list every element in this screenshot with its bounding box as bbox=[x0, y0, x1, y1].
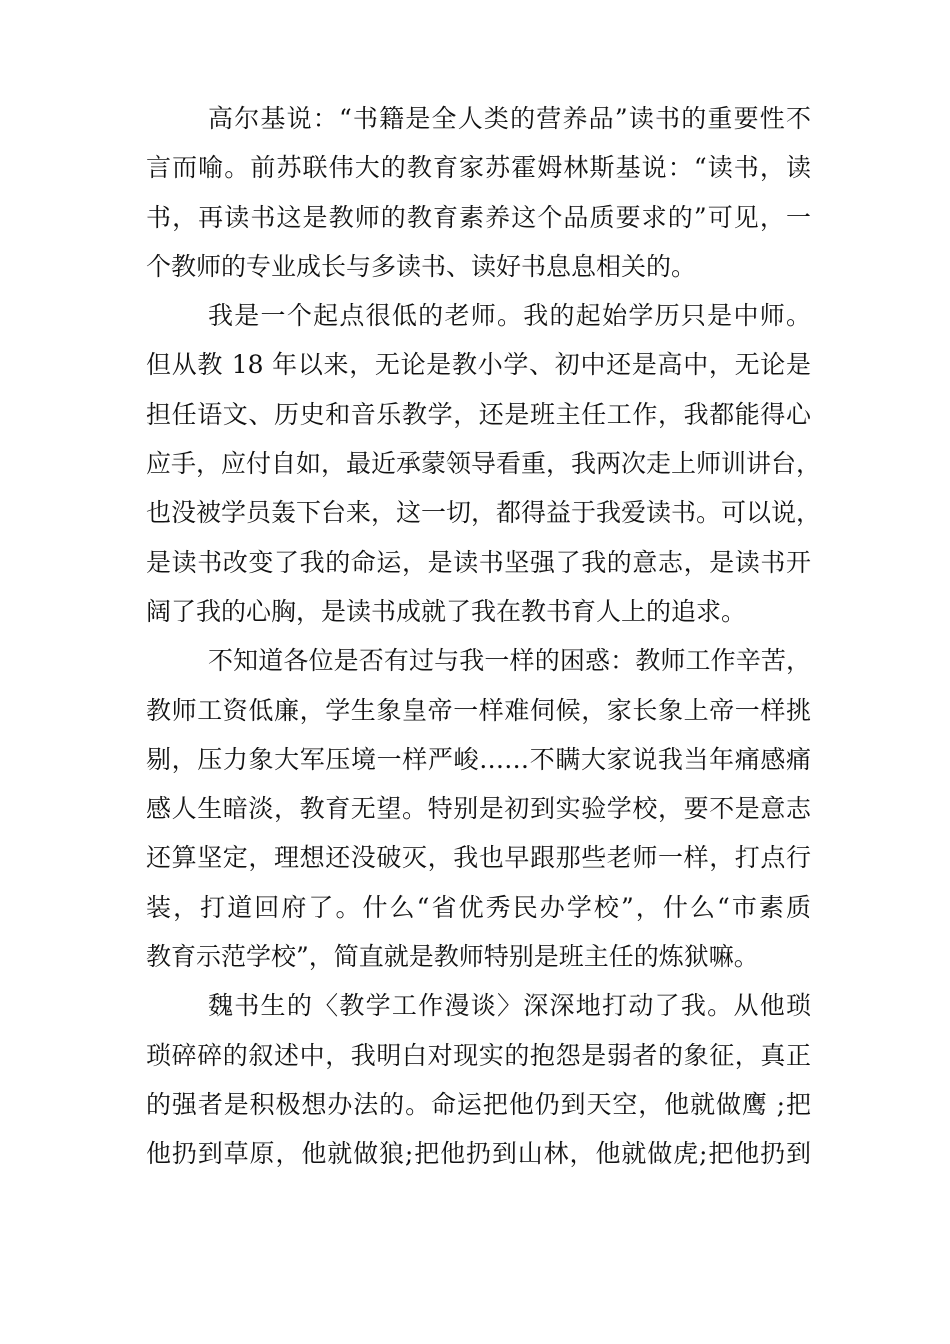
text-line: 装，打道回府了。什么“省优秀民办学校”，什么“市素质 bbox=[146, 892, 811, 922]
text-line: 个教师的专业成长与多读书、读好书息息相关的。 bbox=[146, 251, 697, 281]
text-line: 言而喻。前苏联伟大的教育家苏霍姆林斯基说：“读书，读 bbox=[146, 153, 811, 183]
text-line: 但从教 18 年以来，无论是教小学、初中还是高中，无论是 bbox=[146, 350, 811, 380]
text-line: 高尔基说：“书籍是全人类的营养品”读书的重要性不 bbox=[208, 104, 811, 133]
text-line: 也没被学员轰下台来，这一切，都得益于我爱读书。可以说， bbox=[146, 498, 822, 528]
text-line: 阔了我的心胸，是读书成就了我在教书育人上的追求。 bbox=[146, 596, 747, 626]
text-line: 魏书生的〈教学工作漫谈〉深深地打动了我。从他琐 bbox=[208, 991, 811, 1021]
text-line: 琐碎碎的叙述中，我明白对现实的抱怨是弱者的象征，真正 bbox=[146, 1040, 811, 1070]
text-line: 应手，应付自如，最近承蒙领导看重，我两次走上师训讲台， bbox=[146, 449, 822, 479]
text-line: 的强者是积极想办法的。命运把他仍到天空，他就做鹰 ;把 bbox=[146, 1089, 811, 1119]
text-line: 我是一个起点很低的老师。我的起始学历只是中师。 bbox=[208, 301, 811, 331]
text-line: 书，再读书这是教师的教育素养这个品质要求的”可见，一 bbox=[146, 202, 811, 232]
text-line: 剔，压力象大军压境一样严峻……不瞒大家说我当年痛感痛 bbox=[146, 744, 811, 774]
text-line: 是读书改变了我的命运，是读书坚强了我的意志，是读书开 bbox=[146, 547, 811, 577]
text-line: 担任语文、历史和音乐教学，还是班主任工作，我都能得心 bbox=[146, 399, 811, 429]
text-line: 不知道各位是否有过与我一样的困惑：教师工作辛苦， bbox=[208, 646, 811, 676]
text-line: 教育示范学校”，简直就是教师特别是班主任的炼狱嘛。 bbox=[146, 942, 759, 972]
text-line: 教师工资低廉，学生象皇帝一样难伺候，家长象上帝一样挑 bbox=[146, 695, 811, 725]
text-line: 感人生暗淡，教育无望。特别是初到实验学校，要不是意志 bbox=[146, 794, 811, 824]
body-text bbox=[146, 94, 822, 1179]
text-line: 还算坚定，理想还没破灭，我也早跟那些老师一样，打点行 bbox=[146, 843, 811, 873]
text-line: 他扔到草原，他就做狼;把他扔到山林，他就做虎;把他扔到 bbox=[146, 1139, 811, 1169]
